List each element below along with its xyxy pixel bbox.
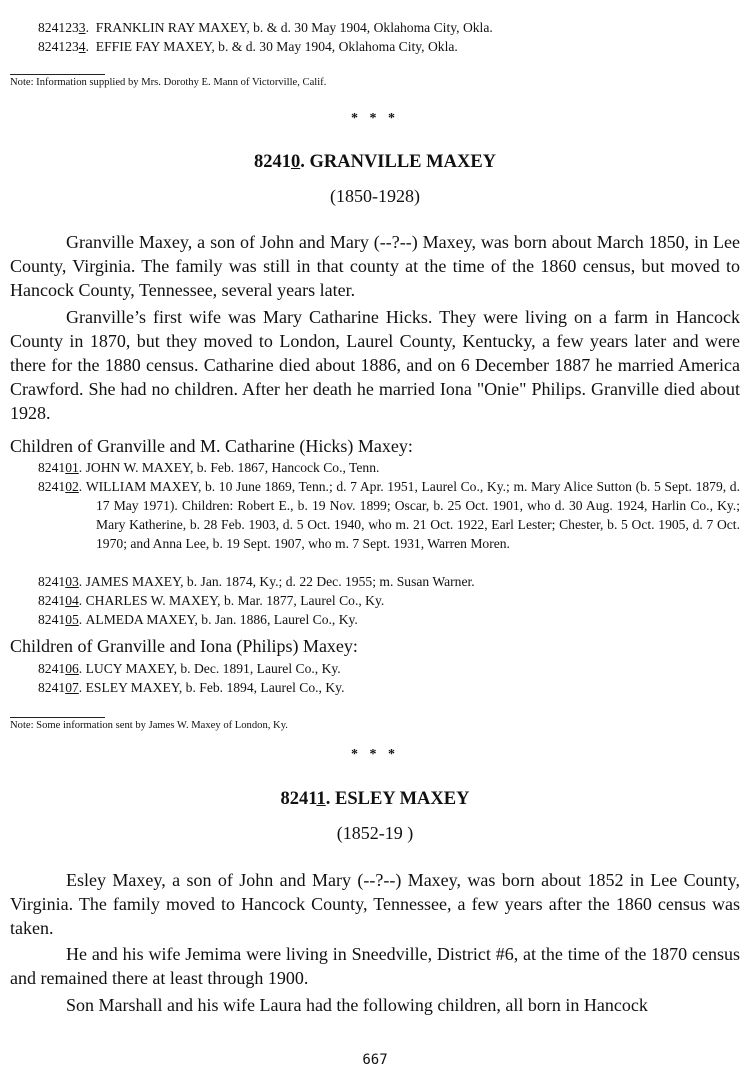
- lifespan-dates: (1852-19 ): [336, 823, 414, 843]
- body-paragraph: Granville’s first wife was Mary Catharine Hicks. They were living on a farm in Hancock County in 1870, but they moved to London, Laurel County, Kentucky, a few years later and were there for the 1880 census. Catharine died about 1886, and on 6 December 1887 he married America Crawford. She had no children. After her death he married Iona "Onie" Philips. Granville died about 1928.: [10, 307, 740, 423]
- footnote: Note: Some information sent by James W. Maxey of London, Ky.: [10, 720, 288, 731]
- entry-number: 8241234.: [38, 39, 89, 54]
- child-entry: 824102. WILLIAM MAXEY, b. 10 June 1869, Tenn.; d. 7 Apr. 1951, Laurel Co., Ky.; m. Mary Alice Sutton (b. 5 Sept. 1879, d. 17 May 1971). Children: Robert E., b. 19 Nov. 1899; Oscar, b. 25 Oct. 1901, who d. 30 Aug. 1924, Harlin Co., Ky.; Mary Katherine, b. 28 Feb. 1903, d. 5 Oct. 1940, who m. 21 Oct. 1922, Earl Lester; Chester, b. 5 Oct. 1905, d. 7 Oct. 1970; and Anna Lee, b. 19 Sept. 1907, who m. 7 Sept. 1931, Warren Moren.: [38, 479, 740, 551]
- page-number: 667: [362, 1052, 388, 1068]
- section-separator: * * *: [351, 111, 399, 126]
- child-entry: 824103. JAMES MAXEY, b. Jan. 1874, Ky.; d. 22 Dec. 1955; m. Susan Warner.: [38, 574, 475, 589]
- child-entry: 824106. LUCY MAXEY, b. Dec. 1891, Laurel Co., Ky.: [38, 661, 341, 676]
- body-paragraph: Esley Maxey, a son of John and Mary (--?--) Maxey, was born about 1852 in Lee County, Virginia. The family moved to Hancock County, Tennessee, a few years after the 1860 census was taken.: [10, 870, 740, 938]
- lifespan-dates: (1850-1928): [330, 186, 420, 206]
- section-heading: 82411. ESLEY MAXEY: [280, 789, 470, 809]
- child-entry: 824105. ALMEDA MAXEY, b. Jan. 1886, Laurel Co., Ky.: [38, 612, 358, 627]
- body-paragraph: He and his wife Jemima were living in Sneedville, District #6, at the time of the 1870 census and remained there at least through 1900.: [10, 944, 740, 988]
- entry-number: 8241233.: [38, 20, 89, 35]
- children-heading: Children of Granville and M. Catharine (Hicks) Maxey:: [10, 436, 413, 456]
- children-heading: Children of Granville and Iona (Philips) Maxey:: [10, 636, 358, 656]
- body-paragraph: Granville Maxey, a son of John and Mary (--?--) Maxey, was born about March 1850, in Lee County, Virginia. The family was still in that county at the time of the 1860 census, but moved to Hancock County, Tennessee, several years later.: [10, 232, 740, 300]
- section-separator: * * *: [351, 747, 399, 762]
- entry-line: [38, 18, 493, 37]
- child-entry: 824107. ESLEY MAXEY, b. Feb. 1894, Laurel Co., Ky.: [38, 680, 345, 695]
- entry-text: EFFIE FAY MAXEY, b. & d. 30 May 1904, Oklahoma City, Okla.: [95, 39, 458, 54]
- footnote: Note: Information supplied by Mrs. Dorothy E. Mann of Victorville, Calif.: [10, 77, 327, 88]
- child-entry: 824101. JOHN W. MAXEY, b. Feb. 1867, Hancock Co., Tenn.: [38, 460, 380, 475]
- child-entry: 824104. CHARLES W. MAXEY, b. Mar. 1877, Laurel Co., Ky.: [38, 593, 385, 608]
- note-divider: [10, 717, 105, 718]
- section-heading: 82410. GRANVILLE MAXEY: [253, 152, 497, 172]
- entry-line: [38, 37, 458, 56]
- entry-text: FRANKLIN RAY MAXEY, b. & d. 30 May 1904, Oklahoma City, Okla.: [95, 20, 493, 35]
- body-paragraph: Son Marshall and his wife Laura had the following children, all born in Hancock: [66, 995, 648, 1015]
- note-divider: [10, 74, 105, 75]
